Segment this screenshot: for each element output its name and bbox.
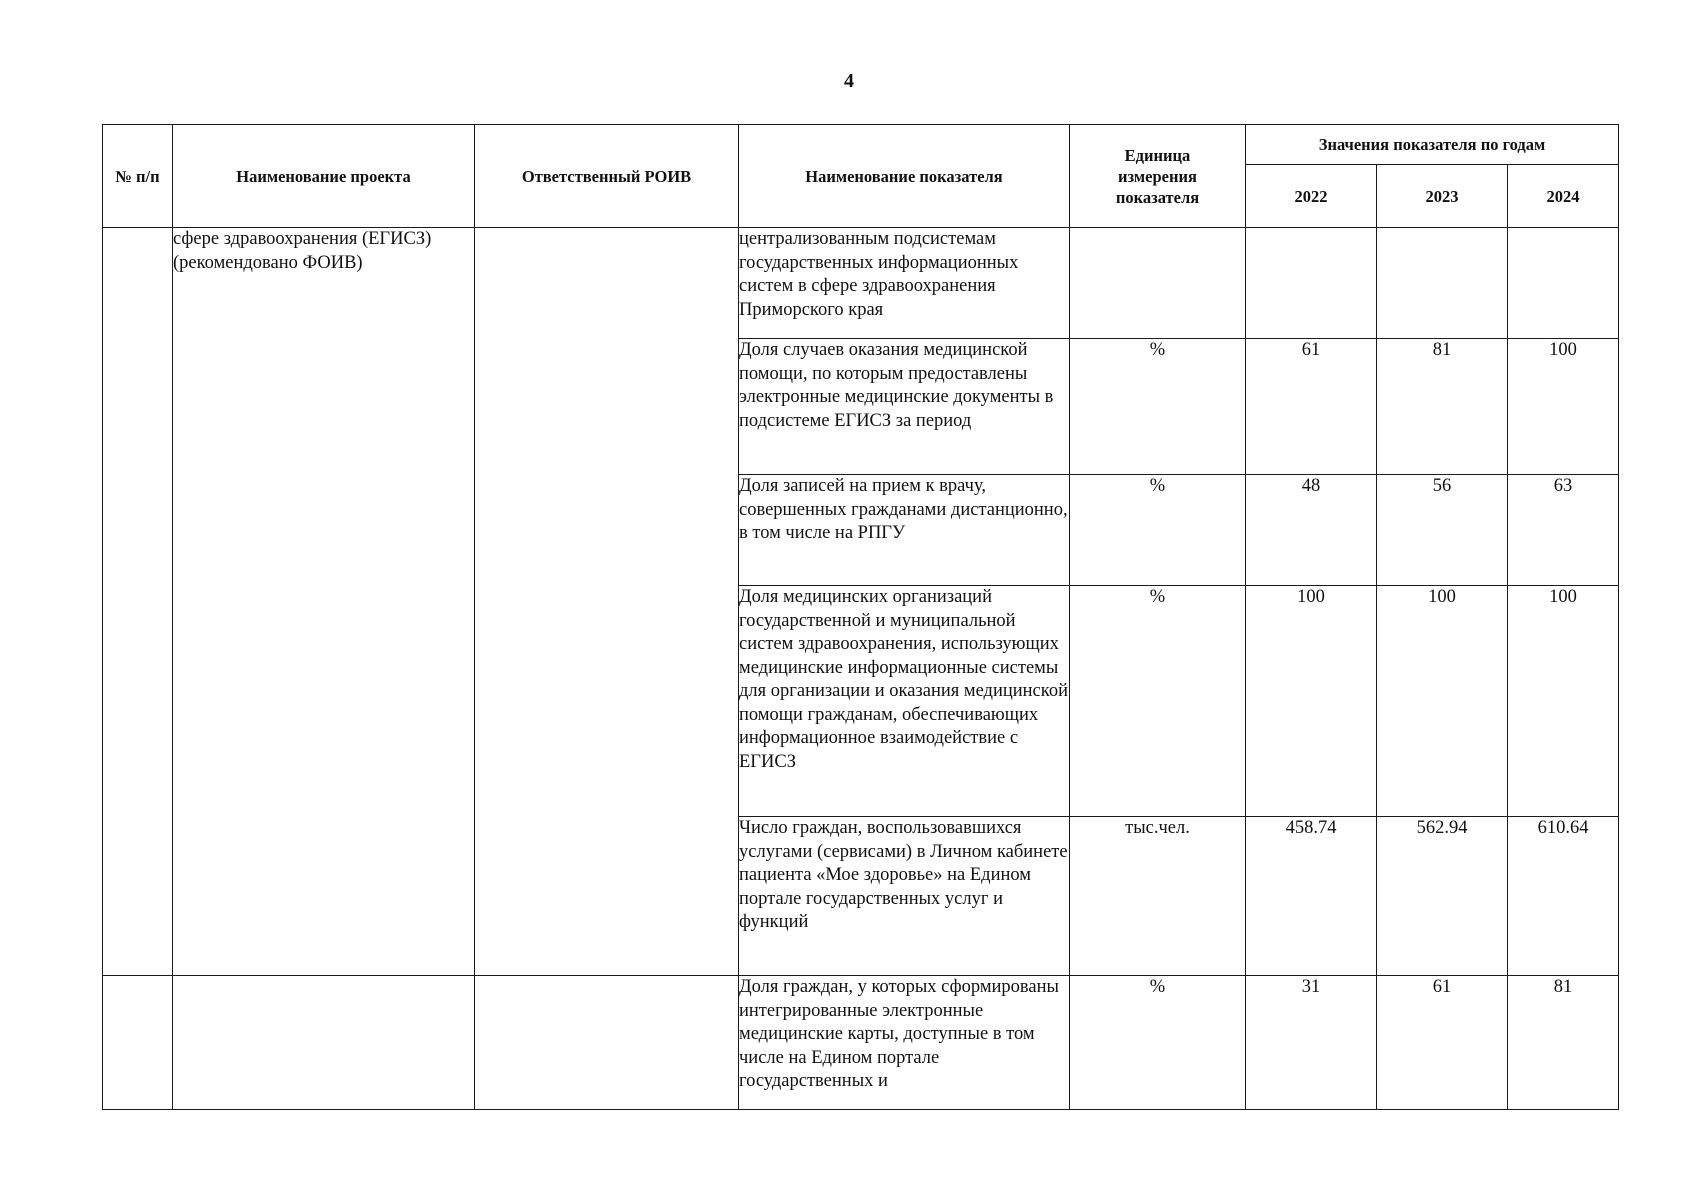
- header-unit: Единица измерения показателя: [1070, 125, 1246, 228]
- cell-value-2023: 81: [1377, 339, 1508, 475]
- cell-value-2024: 63: [1508, 475, 1619, 586]
- cell-unit: %: [1070, 586, 1246, 817]
- cell-indicator: централизованным подсистемам государственных информационных систем в сфере здравоохранения Приморского края: [739, 228, 1070, 339]
- cell-indicator: Доля медицинских организаций государственной и муниципальной систем здравоохранения, использующих медицинские информационные системы для организации и оказания медицинской помощи гражданам, обеспечивающих информационное взаимодействие с ЕГИСЗ: [739, 586, 1070, 817]
- cell-value-2022: 31: [1246, 976, 1377, 1110]
- cell-project: [173, 976, 475, 1110]
- cell-value-2023: 562.94: [1377, 817, 1508, 976]
- table-body: [103, 228, 1619, 1110]
- table-row: [103, 228, 1619, 339]
- page-number: 4: [844, 70, 854, 92]
- header-years-group: Значения показателя по годам: [1246, 125, 1619, 165]
- cell-value-2022: 100: [1246, 586, 1377, 817]
- cell-value-2024: [1508, 228, 1619, 339]
- cell-value-2023: 61: [1377, 976, 1508, 1110]
- cell-unit: %: [1070, 475, 1246, 586]
- indicators-table: [102, 124, 1619, 1110]
- cell-value-2023: 56: [1377, 475, 1508, 586]
- table-row: [103, 976, 1619, 1110]
- cell-value-2023: 100: [1377, 586, 1508, 817]
- cell-indicator: Доля записей на прием к врачу, совершенных гражданами дистанционно, в том числе на РПГУ: [739, 475, 1070, 586]
- cell-unit: %: [1070, 976, 1246, 1110]
- header-year-2024: 2024: [1508, 165, 1619, 228]
- cell-value-2024: 100: [1508, 586, 1619, 817]
- cell-value-2024: 610.64: [1508, 817, 1619, 976]
- cell-value-2022: 458.74: [1246, 817, 1377, 976]
- cell-value-2024: 100: [1508, 339, 1619, 475]
- header-num: № п/п: [103, 125, 173, 228]
- header-year-2022: 2022: [1246, 165, 1377, 228]
- header-row-top: [103, 125, 1619, 165]
- cell-num: [103, 976, 173, 1110]
- cell-unit: тыс.чел.: [1070, 817, 1246, 976]
- cell-value-2022: 61: [1246, 339, 1377, 475]
- cell-value-2022: 48: [1246, 475, 1377, 586]
- header-indicator: Наименование показателя: [739, 125, 1070, 228]
- cell-num: [103, 228, 173, 976]
- cell-unit: %: [1070, 339, 1246, 475]
- header-project: Наименование проекта: [173, 125, 475, 228]
- header-roiv: Ответственный РОИВ: [475, 125, 739, 228]
- cell-project: сфере здравоохранения (ЕГИСЗ) (рекомендовано ФОИВ): [173, 228, 475, 976]
- cell-indicator: Доля граждан, у которых сформированы интегрированные электронные медицинские карты, доступные в том числе на Едином портале государственных и: [739, 976, 1070, 1110]
- table-header: [103, 125, 1619, 228]
- cell-value-2022: [1246, 228, 1377, 339]
- cell-roiv: [475, 228, 739, 976]
- cell-value-2023: [1377, 228, 1508, 339]
- cell-unit: [1070, 228, 1246, 339]
- cell-roiv: [475, 976, 739, 1110]
- cell-indicator: Число граждан, воспользовавшихся услугами (сервисами) в Личном кабинете пациента «Мое здоровье» на Едином портале государственных услуг и функций: [739, 817, 1070, 976]
- header-year-2023: 2023: [1377, 165, 1508, 228]
- cell-indicator: Доля случаев оказания медицинской помощи, по которым предоставлены электронные медицинские документы в подсистеме ЕГИСЗ за период: [739, 339, 1070, 475]
- cell-value-2024: 81: [1508, 976, 1619, 1110]
